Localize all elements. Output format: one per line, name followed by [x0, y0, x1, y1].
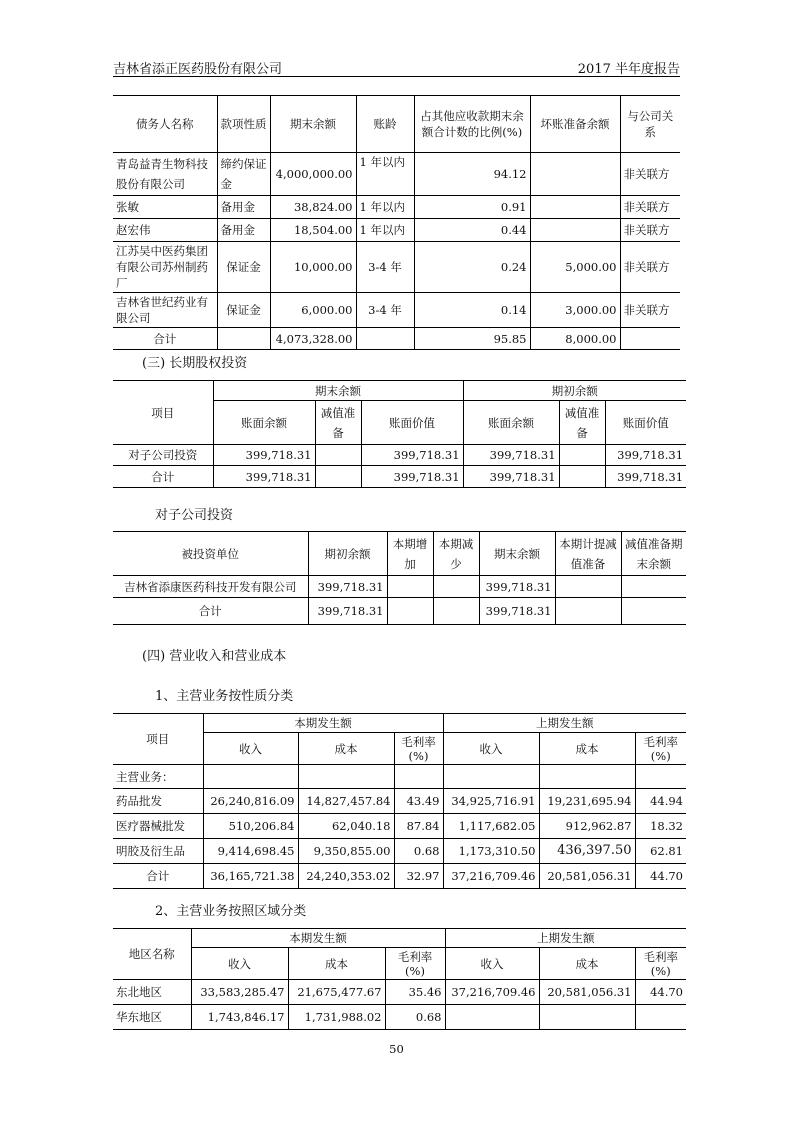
table-cell [539, 765, 635, 789]
table-cell [620, 328, 680, 350]
table-cell [530, 196, 620, 219]
header-cell: 毛利率(%) [635, 948, 686, 980]
table-cell [394, 765, 443, 789]
table-cell [530, 219, 620, 242]
table-cell: 4,073,328.00 [270, 328, 356, 350]
table-cell: 非关联方 [620, 219, 680, 242]
table-cell: 399,718.31 [308, 598, 387, 625]
table-cell: 1 年以内 [356, 219, 414, 242]
header-cell: 收入 [203, 733, 298, 765]
header-cell: 期末余额 [270, 96, 356, 153]
header-cell: 成本 [288, 948, 385, 980]
table-cell: 21,675,477.67 [288, 980, 385, 1005]
table-cell: 8,000.00 [530, 328, 620, 350]
table-cell: 399,718.31 [213, 466, 315, 488]
table-cell: 1,743,846.17 [191, 1005, 288, 1030]
table-cell: 3-4 年 [356, 293, 414, 328]
header-cell: 与公司关系 [620, 96, 680, 153]
header-group: 期末余额 [213, 381, 463, 401]
header-group: 期初余额 [463, 381, 686, 401]
header-cell: 被投资单位 [113, 532, 308, 576]
table-cell: 医疗器械批发 [113, 814, 203, 839]
table-cell: 3,000.00 [530, 293, 620, 328]
header-cell: 减值准备 [315, 401, 361, 445]
revenue-by-region-table [113, 928, 686, 1030]
table-cell: 510,206.84 [203, 814, 298, 839]
table-cell: 43.49 [394, 789, 443, 814]
header-cell: 账面余额 [213, 401, 315, 445]
table-cell: 399,718.31 [479, 598, 555, 625]
table-cell: 0.68 [385, 1005, 445, 1030]
table-cell: 33,583,285.47 [191, 980, 288, 1005]
header-cell: 债务人名称 [113, 96, 217, 153]
table-cell [387, 598, 433, 625]
table-cell: 912,962.87 [539, 814, 635, 839]
table-cell: 明胶及衍生品 [113, 839, 203, 864]
table-cell: 24,240,353.02 [298, 864, 394, 889]
table-cell: 399,718.31 [361, 466, 463, 488]
table-row [113, 242, 680, 293]
table-cell: 保证金 [217, 242, 270, 293]
table-cell: 合计 [113, 598, 308, 625]
table-cell: 对子公司投资 [113, 445, 213, 466]
table-cell: 399,718.31 [213, 445, 315, 466]
table-header-row [113, 96, 680, 153]
header-cell: 期初余额 [308, 532, 387, 576]
header-cell: 成本 [539, 733, 635, 765]
header-cell: 减值准备 [559, 401, 605, 445]
table-cell: 399,718.31 [605, 466, 686, 488]
table-cell: 38,824.00 [270, 196, 356, 219]
table-cell: 合计 [113, 466, 213, 488]
table-cell: 合计 [113, 864, 203, 889]
table-cell [445, 1005, 539, 1030]
header-cell: 成本 [539, 948, 635, 980]
table-cell: 44.70 [635, 980, 686, 1005]
table-cell: 62,040.18 [298, 814, 394, 839]
table-cell [555, 598, 621, 625]
table-cell: 江苏吴中医药集团有限公司苏州制药厂 [113, 242, 217, 293]
sub-section-title: 2、主营业务按照区域分类 [155, 904, 307, 919]
table-cell: 0.14 [414, 293, 530, 328]
table-cell [539, 1005, 635, 1030]
sub-section-title: 1、主营业务按性质分类 [155, 689, 294, 704]
table-cell [315, 466, 361, 488]
table-cell: 吉林省世纪药业有限公司 [113, 293, 217, 328]
table-cell: 14,827,457.84 [298, 789, 394, 814]
header-cell: 账面价值 [361, 401, 463, 445]
table-cell: 1,173,310.50 [443, 839, 539, 864]
table-cell: 399,718.31 [463, 466, 559, 488]
header-cell: 占其他应收款期末余额合计数的比例(%) [414, 96, 530, 153]
table-cell [559, 445, 605, 466]
table-cell: 19,231,695.94 [539, 789, 635, 814]
table-cell [387, 576, 433, 598]
table-cell [635, 765, 686, 789]
table-cell: 1 年以内 [356, 153, 414, 196]
table-cell [530, 153, 620, 196]
table-cell: 非关联方 [620, 153, 680, 196]
table-row [113, 814, 686, 839]
header-cell: 毛利率(%) [635, 733, 686, 765]
header-cell: 成本 [298, 733, 394, 765]
table-cell [559, 466, 605, 488]
table-cell: 35.46 [385, 980, 445, 1005]
header-cell: 本期增加 [387, 532, 433, 576]
header-group: 本期发生额 [191, 929, 445, 948]
table-row [113, 1005, 686, 1030]
table-header-row [113, 948, 686, 980]
table-row [113, 980, 686, 1005]
table-cell: 3-4 年 [356, 242, 414, 293]
table-cell: 37,216,709.46 [445, 980, 539, 1005]
table-cell: 399,718.31 [479, 576, 555, 598]
table-cell: 9,414,698.45 [203, 839, 298, 864]
table-cell: 18.32 [635, 814, 686, 839]
table-row [113, 765, 686, 789]
page-header [113, 56, 680, 77]
table-cell: 非关联方 [620, 196, 680, 219]
table-cell: 吉林省添康医药科技开发有限公司 [113, 576, 308, 598]
table-cell: 26,240,816.09 [203, 789, 298, 814]
table-row [113, 153, 680, 196]
table-cell: 非关联方 [620, 242, 680, 293]
header-group: 上期发生额 [445, 929, 686, 948]
table-cell: 0.91 [414, 196, 530, 219]
header-cell: 期末余额 [479, 532, 555, 576]
table-row [113, 839, 686, 864]
header-cell: 账面价值 [605, 401, 686, 445]
table-cell: 1,117,682.05 [443, 814, 539, 839]
table-cell [298, 765, 394, 789]
table-cell: 95.85 [414, 328, 530, 350]
table-cell: 399,718.31 [361, 445, 463, 466]
table-row [113, 576, 686, 598]
table-cell [621, 598, 686, 625]
table-cell [356, 328, 414, 350]
header-cell: 地区名称 [113, 929, 191, 980]
table-cell: 87.84 [394, 814, 443, 839]
table-cell [217, 328, 270, 350]
table-cell: 4,000,000.00 [270, 153, 356, 196]
table-cell [315, 445, 361, 466]
table-cell: 非关联方 [620, 293, 680, 328]
table-cell: 主营业务： [113, 765, 203, 789]
table-cell: 34,925,716.91 [443, 789, 539, 814]
header-cell: 收入 [191, 948, 288, 980]
table-header-row [113, 381, 686, 401]
header-cell: 本期减少 [433, 532, 479, 576]
table-cell: 32.97 [394, 864, 443, 889]
table-cell: 36,165,721.38 [203, 864, 298, 889]
table-cell: 62.81 [635, 839, 686, 864]
table-cell: 华东地区 [113, 1005, 191, 1030]
table-header-row [113, 929, 686, 948]
header-cell: 坏账准备余额 [530, 96, 620, 153]
table-cell: 0.44 [414, 219, 530, 242]
table-cell: 0.24 [414, 242, 530, 293]
table-cell: 6,000.00 [270, 293, 356, 328]
table-cell: 赵宏伟 [113, 219, 217, 242]
header-cell: 项目 [113, 714, 203, 765]
section-title: (四) 营业收入和营业成本 [142, 649, 287, 664]
table-cell: 10,000.00 [270, 242, 356, 293]
table-cell: 9,350,855.00 [298, 839, 394, 864]
table-cell: 张敏 [113, 196, 217, 219]
table-cell: 399,718.31 [463, 445, 559, 466]
table-cell: 备用金 [217, 196, 270, 219]
header-cell: 本期计提减值准备 [555, 532, 621, 576]
header-cell: 毛利率(%) [394, 733, 443, 765]
header-cell: 收入 [445, 948, 539, 980]
table-cell: 合计 [113, 328, 217, 350]
header-cell: 项目 [113, 381, 213, 445]
header-cell: 账龄 [356, 96, 414, 153]
table-cell [443, 765, 539, 789]
table-row [113, 293, 680, 328]
revenue-by-nature-table [113, 713, 686, 889]
table-row [113, 196, 680, 219]
table-row [113, 445, 686, 466]
table-cell: 缔约保证金 [217, 153, 270, 196]
table-row [113, 219, 680, 242]
table-cell: 44.94 [635, 789, 686, 814]
table-cell: 399,718.31 [308, 576, 387, 598]
table-cell [621, 576, 686, 598]
table-cell: 青岛益青生物科技股份有限公司 [113, 153, 217, 196]
header-cell: 账面余额 [463, 401, 559, 445]
table-cell: 1 年以内 [356, 196, 414, 219]
table-cell: 0.68 [394, 839, 443, 864]
page-number: 50 [389, 1042, 404, 1056]
long-term-equity-table [113, 380, 686, 488]
table-cell [433, 576, 479, 598]
table-cell: 399,718.31 [605, 445, 686, 466]
table-cell: 5,000.00 [530, 242, 620, 293]
table-row [113, 789, 686, 814]
table-cell: 备用金 [217, 219, 270, 242]
table-cell [433, 598, 479, 625]
header-cell: 减值准备期末余额 [621, 532, 686, 576]
table-total-row [113, 466, 686, 488]
table-cell: 94.12 [414, 153, 530, 196]
sub-section-title: 对子公司投资 [155, 508, 234, 523]
header-group: 本期发生额 [203, 714, 443, 733]
report-title: 2017 半年度报告 [577, 62, 680, 77]
header-cell: 毛利率(%) [385, 948, 445, 980]
table-cell: 18,504.00 [270, 219, 356, 242]
table-total-row [113, 328, 680, 350]
header-group: 上期发生额 [443, 714, 686, 733]
header-cell: 收入 [443, 733, 539, 765]
table-cell: 东北地区 [113, 980, 191, 1005]
table-cell [203, 765, 298, 789]
table-cell: 药品批发 [113, 789, 203, 814]
subsidiary-investment-table [113, 531, 686, 625]
table-total-row [113, 864, 686, 889]
table-total-row [113, 598, 686, 625]
table-cell: 20,581,056.31 [539, 864, 635, 889]
table-cell: 20,581,056.31 [539, 980, 635, 1005]
table-header-row [113, 714, 686, 733]
table-cell [635, 1005, 686, 1030]
table-cell [555, 576, 621, 598]
table-cell: 436,397.50 [539, 839, 635, 864]
company-name: 吉林省添正医药股份有限公司 [113, 62, 283, 77]
table-cell: 37,216,709.46 [443, 864, 539, 889]
header-cell: 款项性质 [217, 96, 270, 153]
table-header-row [113, 532, 686, 576]
table-cell: 44.70 [635, 864, 686, 889]
receivables-table [113, 95, 680, 350]
table-cell: 1,731,988.02 [288, 1005, 385, 1030]
section-title: (三) 长期股权投资 [142, 356, 248, 371]
table-cell: 保证金 [217, 293, 270, 328]
